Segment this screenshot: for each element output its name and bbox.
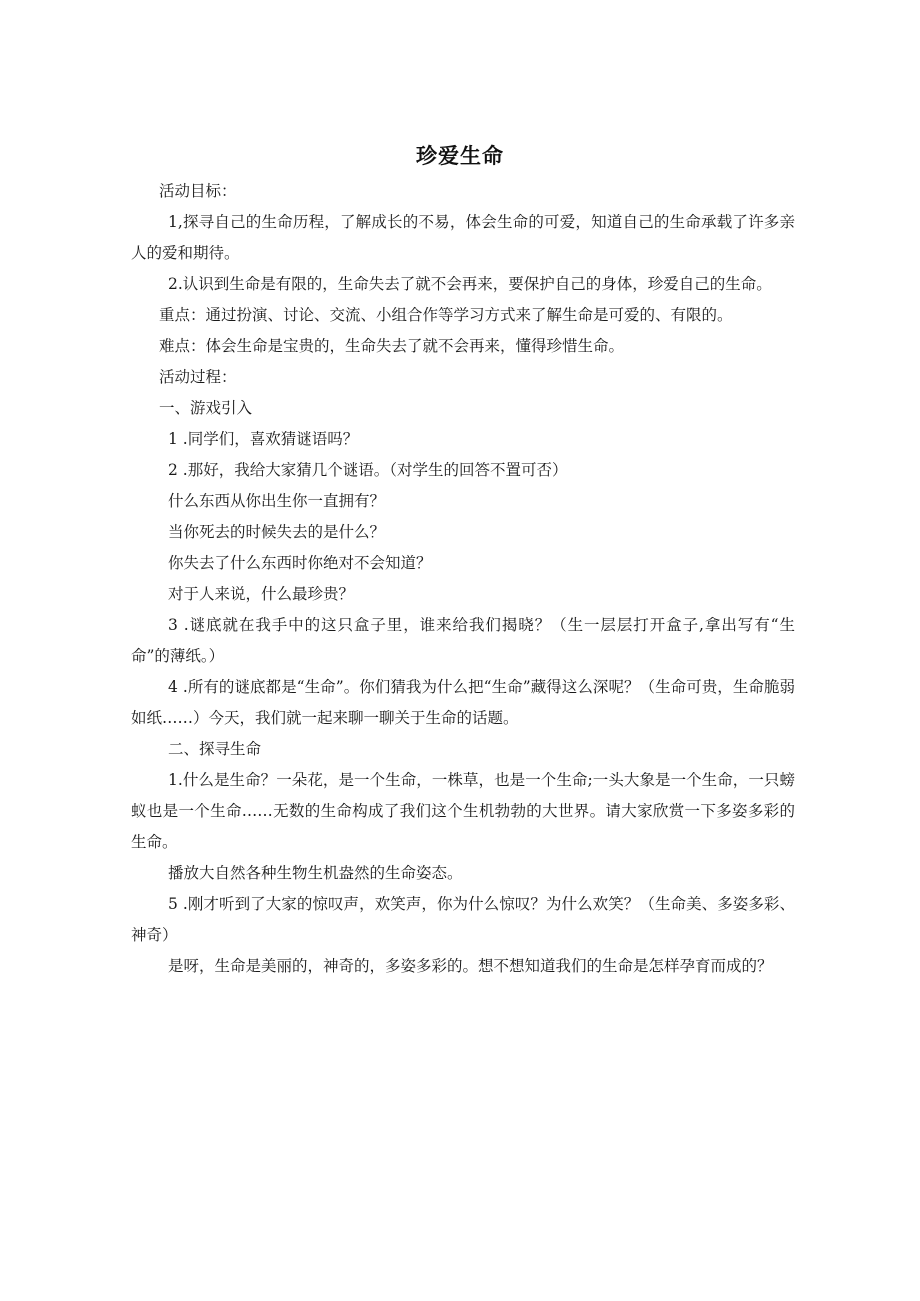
paragraph-what-is-life: 1.什么是生命？一朵花，是一个生命，一株草，也是一个生命;一头大象是一个生命，一只螃蚁也是一个生命……无数的生命构成了我们这个生机勃勃的大世界。请大家欣赏一下多姿多彩的生命。: [131, 771, 795, 851]
paragraph-riddle-1: 什么东西从你出生你一直拥有？: [168, 492, 386, 510]
paragraph-step-3: 3 .谜底就在我手中的这只盒子里，谁来给我们揭晓？（生一层层打开盒子,拿出写有“生命”的薄纸。）: [131, 616, 795, 665]
paragraph-step-4: 4 .所有的谜底都是“生命”。你们猜我为什么把“生命”藏得这么深呢？（生命可贵，生命脆弱如纸……）今天，我们就一起来聊一聊关于生命的话题。: [131, 678, 795, 727]
paragraph-objectives-heading: 活动目标：: [159, 182, 237, 200]
document-title: 珍爱生命: [416, 144, 504, 168]
section-heading-explore-life: 二、探寻生命: [168, 740, 262, 758]
document-body: [131, 176, 795, 982]
paragraph-key-point: 重点：通过扮演、讨论、交流、小组合作等学习方式来了解生命是可爱的、有限的。: [159, 306, 733, 324]
paragraph-difficulty: 难点：体会生命是宝贵的，生命失去了就不会再来，懂得珍惜生命。: [159, 337, 625, 355]
paragraph-step-2: 2 .那好，我给大家猜几个谜语。（对学生的回答不置可否）: [168, 461, 568, 479]
paragraph-play-video: 播放大自然各种生物生机盎然的生命姿态。: [168, 864, 463, 882]
paragraph-riddle-2: 当你死去的时候失去的是什么？: [168, 523, 386, 541]
paragraph-riddle-3: 你失去了什么东西时你绝对不会知道？: [168, 554, 432, 572]
section-heading-game-intro: 一、游戏引入: [159, 399, 253, 417]
paragraph-step-5: 5 .刚才听到了大家的惊叹声，欢笑声，你为什么惊叹？为什么欢笑？（生命美、多姿多彩、神奇）: [131, 895, 795, 944]
paragraph-closing-question: 是呀，生命是美丽的，神奇的，多姿多彩的。想不想知道我们的生命是怎样孕育而成的？: [168, 957, 773, 975]
paragraph-objective-1: 1,探寻自己的生命历程，了解成长的不易，体会生命的可爱，知道自己的生命承载了许多亲人的爱和期待。: [131, 213, 795, 262]
paragraph-objective-2: 2.认识到生命是有限的，生命失去了就不会再来，要保护自己的身体，珍爱自己的生命。: [168, 275, 772, 293]
paragraph-process-heading: 活动过程：: [159, 368, 237, 386]
paragraph-riddle-4: 对于人来说，什么最珍贵？: [168, 585, 355, 603]
paragraph-step-1: 1 .同学们，喜欢猜谜语吗？: [168, 430, 359, 448]
